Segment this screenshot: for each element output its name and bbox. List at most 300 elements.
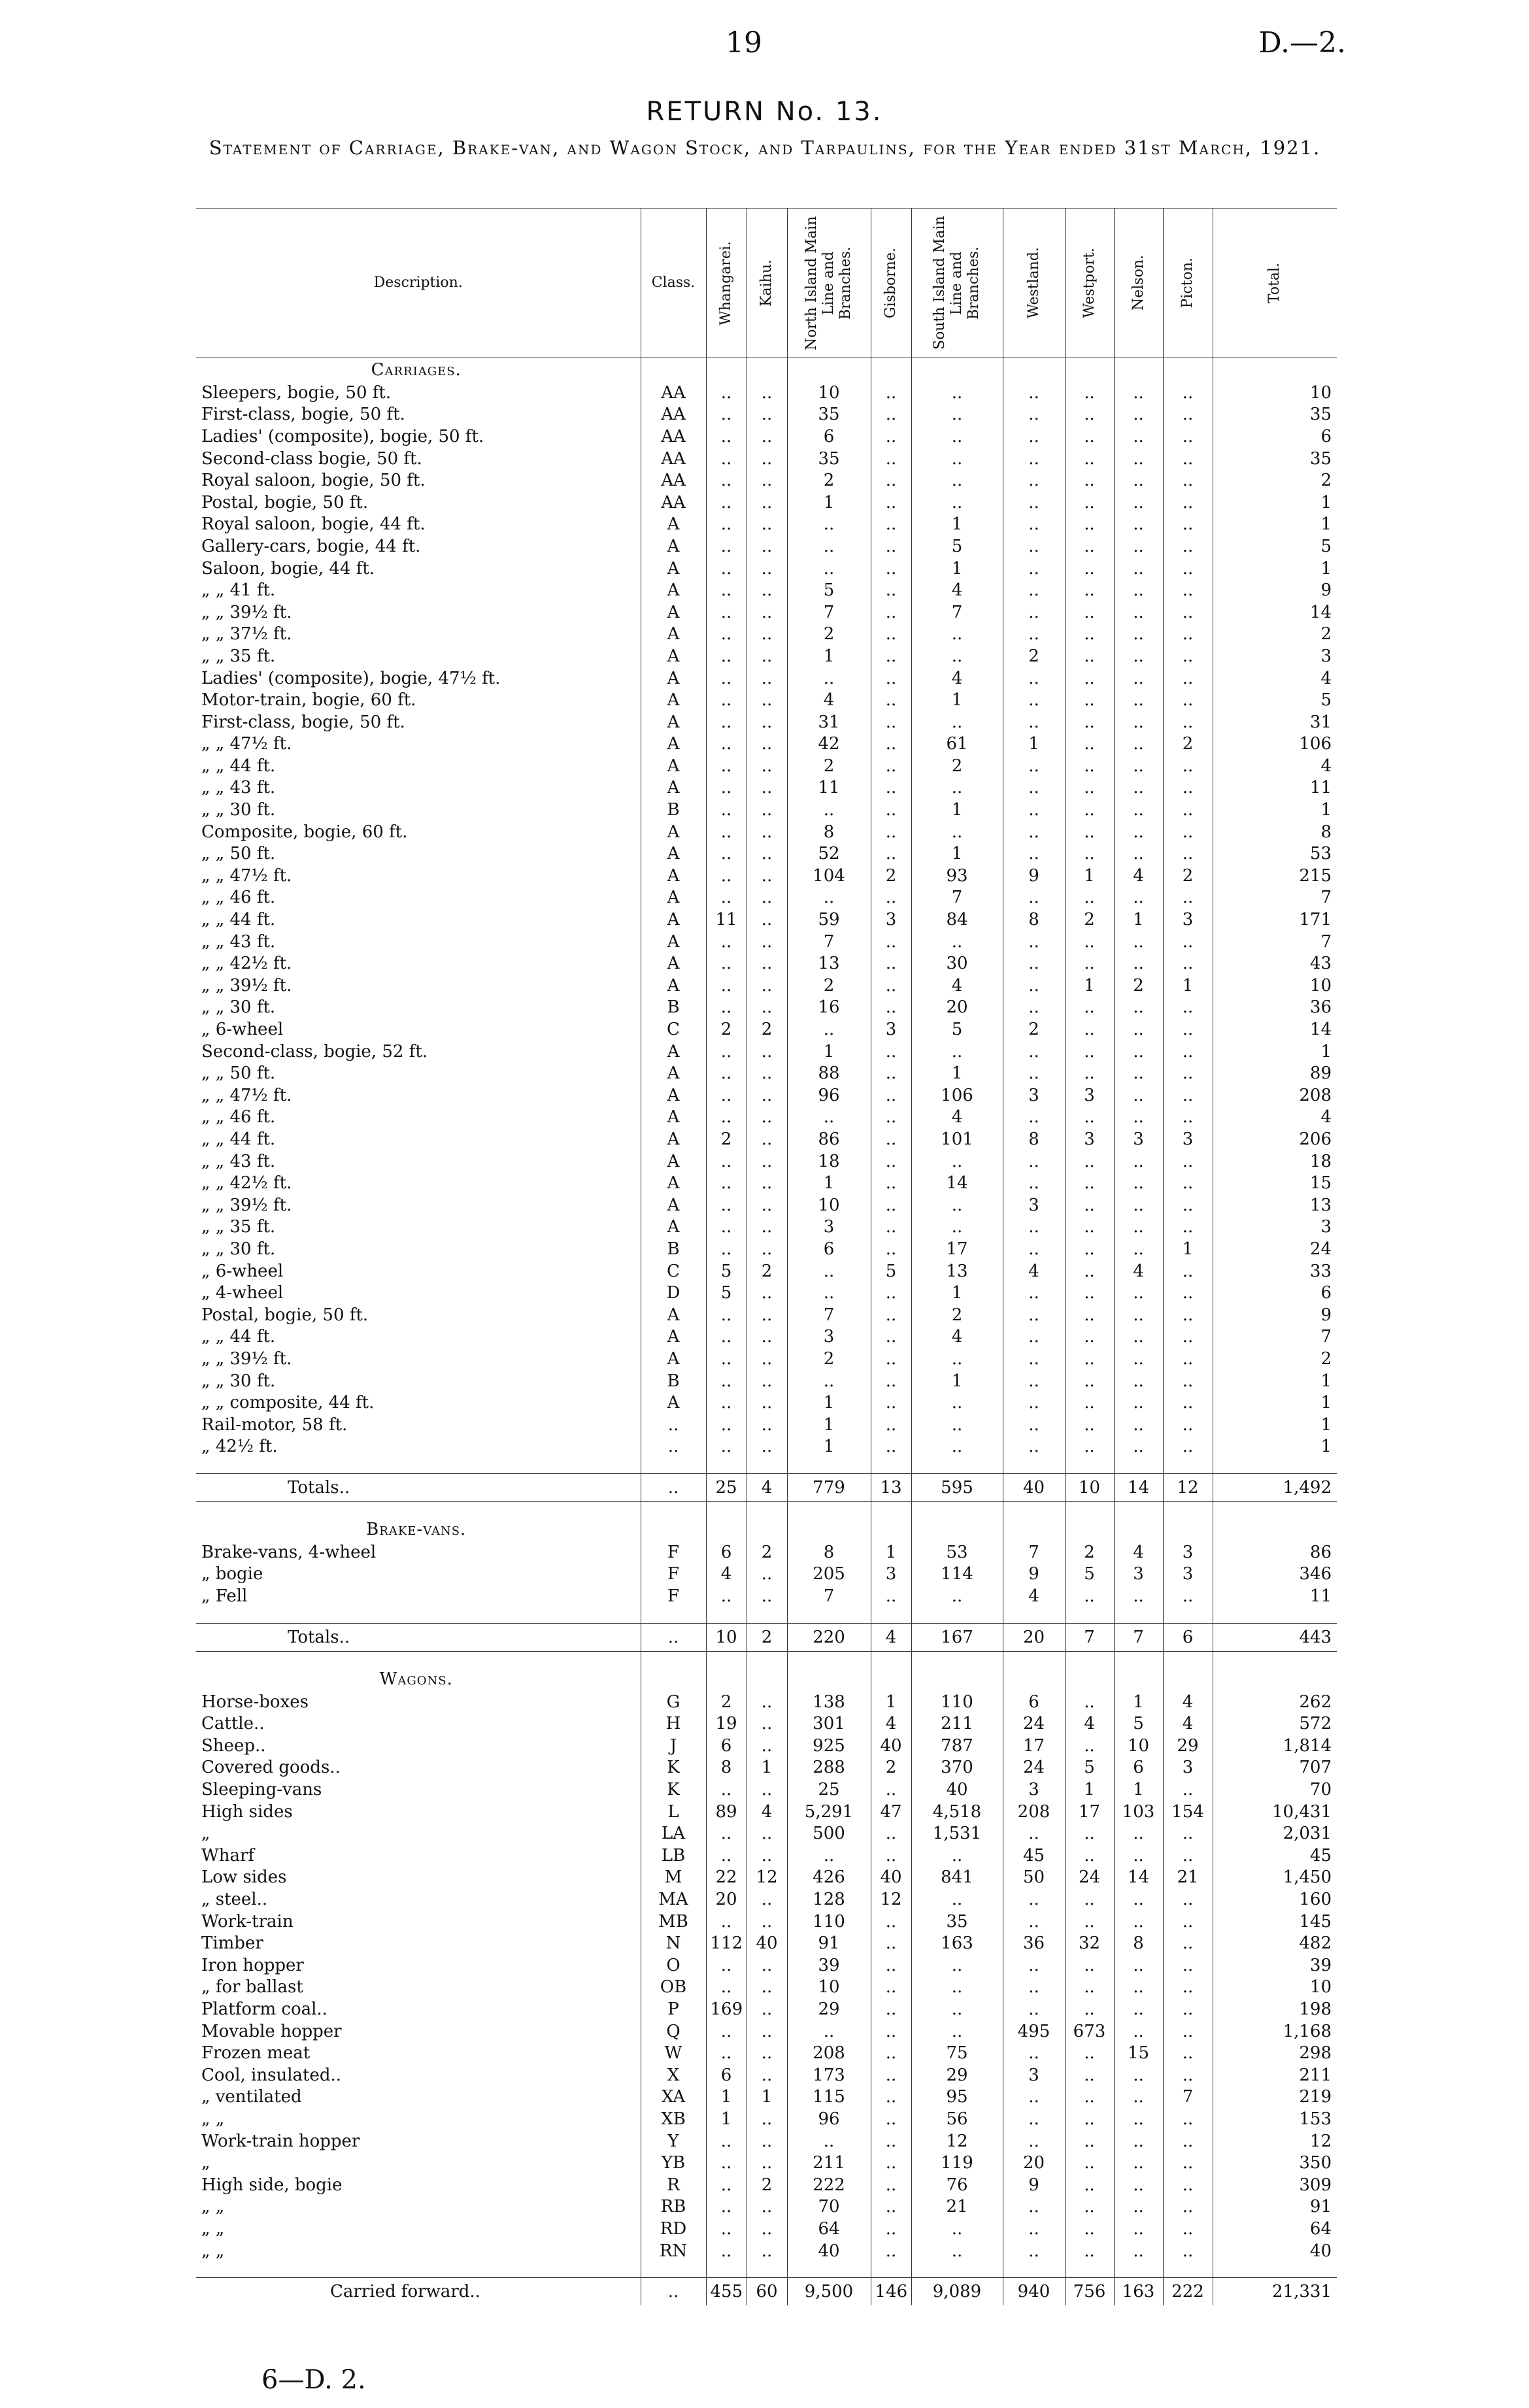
row-value: .. (1065, 1107, 1114, 1129)
row-value: 7 (787, 931, 871, 953)
table-cell (787, 1607, 871, 1624)
column-header-label: Nelson. (1130, 255, 1147, 311)
table-cell (196, 1651, 641, 1667)
table-row (196, 514, 1337, 536)
row-value: .. (1163, 1150, 1213, 1173)
row-description: Composite, bogie, 60 ft. (201, 822, 408, 842)
row-value: .. (1114, 1172, 1163, 1194)
row-value: .. (747, 1238, 787, 1260)
row-value: .. (747, 1691, 787, 1713)
row-value: .. (747, 755, 787, 777)
carried-forward-row (196, 2278, 1337, 2306)
row-value: .. (1065, 558, 1114, 580)
table-cell (871, 2262, 911, 2278)
row-value: 6 (706, 1735, 747, 1757)
row-value: .. (1114, 535, 1163, 558)
row-total: 53 (1213, 843, 1337, 865)
row-value: .. (871, 448, 911, 470)
table-row (196, 1735, 1337, 1757)
row-value: 25 (706, 1474, 747, 1502)
table-row (196, 1150, 1337, 1173)
row-value: .. (706, 733, 747, 756)
row-description: „ (201, 1824, 210, 1844)
row-value: .. (871, 711, 911, 733)
row-description: Postal, bogie, 50 ft. (201, 492, 369, 512)
row-description: Ladies' (composite), bogie, 50 ft. (201, 426, 484, 446)
table-cell (1213, 358, 1337, 382)
row-value: .. (1163, 404, 1213, 426)
row-value: .. (1003, 931, 1065, 953)
row-value: .. (706, 2240, 747, 2262)
row-class: AA (641, 492, 706, 514)
row-description: „ „ composite, 44 ft. (201, 1393, 375, 1413)
column-header-label: Whangarei. (718, 241, 734, 326)
row-value: .. (706, 1779, 747, 1801)
row-value: .. (911, 931, 1003, 953)
row-value: 4,518 (911, 1801, 1003, 1823)
table-cell (1213, 1607, 1337, 1624)
row-value: 2 (706, 1018, 747, 1041)
row-value: .. (1065, 952, 1114, 975)
row-class: AA (641, 382, 706, 404)
table-row (196, 1801, 1337, 1823)
row-description: Totals.. (196, 1623, 641, 1651)
row-value: .. (747, 535, 787, 558)
table-row (196, 975, 1337, 997)
row-value: 2 (787, 755, 871, 777)
row-value: .. (1163, 821, 1213, 843)
row-value: 3 (871, 1564, 911, 1586)
row-value: .. (747, 667, 787, 690)
row-value: 1 (911, 843, 1003, 865)
row-value: .. (1003, 1977, 1065, 1999)
row-value: .. (1114, 1822, 1163, 1845)
row-value: .. (1163, 2218, 1213, 2240)
column-header-label: Description. (373, 275, 463, 291)
row-total: 14 (1213, 601, 1337, 624)
table-row (196, 1062, 1337, 1084)
row-value: .. (911, 1194, 1003, 1216)
table-row (196, 1107, 1337, 1129)
row-value: .. (871, 1172, 911, 1194)
table-cell (706, 1458, 747, 1474)
table-cell (1065, 1458, 1114, 1474)
table-row (196, 404, 1337, 426)
table-row (196, 1585, 1337, 1607)
row-value: 1 (911, 1062, 1003, 1084)
row-value: .. (747, 975, 787, 997)
row-description: „ „ 39½ ft. (201, 1348, 292, 1369)
table-cell (871, 1667, 911, 1691)
row-value: 13 (911, 1260, 1003, 1282)
row-value: .. (871, 1977, 911, 1999)
row-value: .. (706, 821, 747, 843)
row-total: 6 (1213, 426, 1337, 448)
row-value: .. (1065, 2108, 1114, 2130)
row-value: .. (1065, 997, 1114, 1019)
row-value: 5 (1114, 1713, 1163, 1735)
row-description: Royal saloon, bogie, 44 ft. (201, 514, 426, 535)
row-value: .. (1003, 711, 1065, 733)
table-cell (911, 1667, 1003, 1691)
row-value: .. (747, 777, 787, 799)
row-value: 1 (911, 799, 1003, 821)
row-description: „ „ 39½ ft. (201, 1195, 292, 1215)
row-value: 10 (787, 1977, 871, 1999)
row-value: 29 (787, 1998, 871, 2020)
row-value: .. (1114, 624, 1163, 646)
row-value: 595 (911, 1474, 1003, 1502)
row-value: .. (1003, 1348, 1065, 1370)
row-value: 9,500 (787, 2278, 871, 2306)
row-value: .. (1065, 382, 1114, 404)
row-value: 1 (1065, 975, 1114, 997)
row-value: 673 (1065, 2020, 1114, 2043)
row-value: .. (1163, 1062, 1213, 1084)
table-cell (1163, 1667, 1213, 1691)
row-value: .. (1114, 821, 1163, 843)
table-row (196, 1348, 1337, 1370)
table-cell (1213, 1458, 1337, 1474)
row-value: .. (871, 1282, 911, 1304)
row-class: AA (641, 448, 706, 470)
row-value: .. (706, 469, 747, 492)
row-value: 96 (787, 1084, 871, 1107)
row-value: .. (706, 1194, 747, 1216)
row-value: .. (706, 843, 747, 865)
row-value: .. (1163, 492, 1213, 514)
table-row (196, 1304, 1337, 1326)
row-value: .. (1003, 426, 1065, 448)
row-value: 1 (706, 2086, 747, 2109)
row-value: 3 (1065, 1128, 1114, 1150)
row-total: 443 (1213, 1623, 1337, 1651)
row-value: 3 (1163, 909, 1213, 931)
row-value: 7 (787, 1585, 871, 1607)
row-value: .. (706, 755, 747, 777)
row-value: .. (911, 1998, 1003, 2020)
row-value: .. (1065, 1822, 1114, 1845)
row-value: .. (871, 601, 911, 624)
row-description: „ „ 47½ ft. (201, 1085, 292, 1105)
row-value: .. (1163, 1107, 1213, 1129)
row-value: .. (1163, 514, 1213, 536)
row-value: 61 (911, 733, 1003, 756)
table-cell (787, 1651, 871, 1667)
table-cell (1114, 1667, 1163, 1691)
row-value: 4 (747, 1801, 787, 1823)
row-value: 1 (1114, 909, 1163, 931)
row-value: 15 (1114, 2042, 1163, 2064)
row-value: .. (1003, 624, 1065, 646)
table-cell (1213, 2262, 1337, 2278)
row-class: A (641, 821, 706, 843)
row-description: „ 4-wheel (201, 1283, 284, 1303)
row-value: .. (1114, 689, 1163, 711)
row-class: A (641, 1392, 706, 1414)
table-row (196, 1954, 1337, 1977)
row-value: 370 (911, 1757, 1003, 1779)
row-value: 3 (1163, 1564, 1213, 1586)
row-value: 20 (706, 1888, 747, 1911)
row-value: .. (871, 1084, 911, 1107)
row-value: .. (1163, 2108, 1213, 2130)
row-value: .. (706, 1041, 747, 1063)
spacer-row (196, 1607, 1337, 1624)
row-value: 17 (1065, 1801, 1114, 1823)
row-total: 40 (1213, 2240, 1337, 2262)
row-class: A (641, 1326, 706, 1348)
row-value: .. (1163, 1779, 1213, 1801)
row-value: .. (1065, 2174, 1114, 2196)
row-value: .. (1065, 1304, 1114, 1326)
table-row (196, 997, 1337, 1019)
table-cell (747, 1607, 787, 1624)
row-total: 39 (1213, 1954, 1337, 1977)
row-value: .. (1065, 1238, 1114, 1260)
row-value: .. (1065, 1954, 1114, 1977)
row-value: .. (1163, 1845, 1213, 1867)
row-class: XB (641, 2108, 706, 2130)
totals-row (196, 1623, 1337, 1651)
table-row (196, 1757, 1337, 1779)
row-value: 12 (747, 1867, 787, 1889)
row-value: .. (1003, 821, 1065, 843)
table-cell (1114, 358, 1163, 382)
row-value: 1 (1065, 865, 1114, 887)
row-class: W (641, 2042, 706, 2064)
row-value: .. (706, 1845, 747, 1867)
row-value: 22 (706, 1867, 747, 1889)
row-value: .. (747, 448, 787, 470)
row-value: .. (1114, 558, 1163, 580)
row-value: .. (1163, 426, 1213, 448)
column-header-label: South Island Main Line and Branches. (932, 216, 982, 350)
row-value: .. (787, 667, 871, 690)
row-value: .. (1163, 1932, 1213, 1954)
row-value: 1 (787, 492, 871, 514)
row-value: .. (871, 1954, 911, 1977)
row-value: .. (1163, 1084, 1213, 1107)
row-value: 4 (787, 689, 871, 711)
row-value: .. (706, 624, 747, 646)
row-value: .. (871, 997, 911, 1019)
row-class: RB (641, 2196, 706, 2218)
row-value: .. (747, 1735, 787, 1757)
row-total: 4 (1213, 1107, 1337, 1129)
row-description: Cattle.. (201, 1714, 265, 1734)
row-value: 10 (787, 1194, 871, 1216)
row-value: .. (871, 2042, 911, 2064)
row-value: .. (1163, 1260, 1213, 1282)
row-value: .. (1163, 2240, 1213, 2262)
row-value: .. (747, 2152, 787, 2174)
table-cell (1114, 2262, 1163, 2278)
row-value: 6 (1163, 1623, 1213, 1651)
row-class: LA (641, 1822, 706, 1845)
row-value: .. (911, 821, 1003, 843)
row-value: .. (1065, 1216, 1114, 1239)
section-heading-row (196, 1667, 1337, 1691)
table-row (196, 1713, 1337, 1735)
row-value: .. (747, 1216, 787, 1239)
row-value: .. (1003, 975, 1065, 997)
row-value: .. (1163, 1436, 1213, 1458)
row-value: .. (1163, 558, 1213, 580)
table-row (196, 1564, 1337, 1586)
table-cell (1213, 1667, 1337, 1691)
row-value: 40 (787, 2240, 871, 2262)
table-row (196, 2086, 1337, 2109)
row-class: A (641, 865, 706, 887)
row-value: .. (1065, 1888, 1114, 1911)
row-class: .. (641, 1474, 706, 1502)
table-row (196, 1691, 1337, 1713)
row-value: .. (1114, 755, 1163, 777)
row-value: .. (1114, 469, 1163, 492)
row-value: .. (1003, 1172, 1065, 1194)
row-value: 1 (787, 1392, 871, 1414)
row-value: .. (1003, 469, 1065, 492)
row-value: .. (871, 2020, 911, 2043)
row-value: .. (1003, 382, 1065, 404)
table-body (196, 358, 1337, 2306)
row-value: 17 (911, 1238, 1003, 1260)
row-value: 173 (787, 2064, 871, 2086)
row-value: .. (1163, 1172, 1213, 1194)
row-value: .. (1003, 1436, 1065, 1458)
row-value: .. (1065, 1585, 1114, 1607)
row-value: 1 (1114, 1779, 1163, 1801)
row-value: 455 (706, 2278, 747, 2306)
row-value: 4 (747, 1474, 787, 1502)
row-value: 36 (1003, 1932, 1065, 1954)
row-description: „ „ 35 ft. (201, 1217, 276, 1237)
table-header-row (196, 209, 1337, 358)
row-value: 95 (911, 2086, 1003, 2109)
row-value: .. (747, 1107, 787, 1129)
row-value: 70 (787, 2196, 871, 2218)
row-value: .. (911, 382, 1003, 404)
row-total: 2,031 (1213, 1822, 1337, 1845)
table-row (196, 909, 1337, 931)
row-value: 29 (911, 2064, 1003, 2086)
row-value: 3 (1003, 2064, 1065, 2086)
row-total: 18 (1213, 1150, 1337, 1173)
row-value: .. (1003, 799, 1065, 821)
row-total: 10 (1213, 382, 1337, 404)
row-value: 1 (871, 1541, 911, 1564)
row-value: 2 (747, 1260, 787, 1282)
row-value: .. (747, 1194, 787, 1216)
row-value: .. (871, 2174, 911, 2196)
row-value: 31 (787, 711, 871, 733)
table-row (196, 1867, 1337, 1889)
row-value: 500 (787, 1822, 871, 1845)
row-value: .. (706, 975, 747, 997)
row-description: „ „ 30 ft. (201, 1239, 276, 1259)
row-description: Brake-vans, 4-wheel (201, 1542, 377, 1562)
row-value: .. (787, 1107, 871, 1129)
row-value: .. (747, 1370, 787, 1392)
row-value: .. (1163, 1348, 1213, 1370)
row-value: .. (1065, 1845, 1114, 1867)
table-row (196, 645, 1337, 667)
row-value: .. (871, 2130, 911, 2152)
row-class: A (641, 1041, 706, 1063)
row-value: 12 (1163, 1474, 1213, 1502)
table-row (196, 1977, 1337, 1999)
row-value: .. (747, 689, 787, 711)
row-total: 33 (1213, 1260, 1337, 1282)
row-value: .. (1163, 2152, 1213, 2174)
row-value: .. (1065, 2196, 1114, 2218)
table-cell (706, 1651, 747, 1667)
row-value: .. (1003, 2130, 1065, 2152)
table-cell (1213, 1502, 1337, 1518)
row-description: Second-class, bogie, 52 ft. (201, 1041, 428, 1062)
row-value: .. (1114, 997, 1163, 1019)
table-cell (871, 1651, 911, 1667)
row-value: 60 (747, 2278, 787, 2306)
row-value: .. (1003, 997, 1065, 1019)
table-cell (1163, 1458, 1213, 1474)
row-total: 145 (1213, 1911, 1337, 1933)
row-value: .. (747, 1172, 787, 1194)
row-value: .. (747, 579, 787, 601)
column-header (1114, 209, 1163, 358)
row-value: .. (706, 2130, 747, 2152)
row-value: 1 (911, 514, 1003, 536)
row-value: .. (1003, 952, 1065, 975)
row-value: .. (706, 426, 747, 448)
row-value: .. (747, 821, 787, 843)
row-value: .. (706, 1370, 747, 1392)
table-cell (911, 1502, 1003, 1518)
table-cell (1065, 1607, 1114, 1624)
row-value: 11 (787, 777, 871, 799)
row-value: .. (871, 887, 911, 909)
row-class: Y (641, 2130, 706, 2152)
row-value: .. (787, 535, 871, 558)
table-row (196, 2240, 1337, 2262)
row-value: .. (1163, 535, 1213, 558)
row-value: .. (787, 887, 871, 909)
row-value: .. (747, 865, 787, 887)
row-total: 5 (1213, 689, 1337, 711)
row-value: .. (787, 1260, 871, 1282)
row-value: .. (1114, 2174, 1163, 2196)
row-value: 1 (1114, 1691, 1163, 1713)
row-value: .. (1163, 1977, 1213, 1999)
table-cell (1114, 1607, 1163, 1624)
row-value: 1,531 (911, 1822, 1003, 1845)
row-value: .. (871, 931, 911, 953)
row-value: .. (1065, 2240, 1114, 2262)
row-description: „ „ 37½ ft. (201, 624, 292, 644)
row-value: 39 (787, 1954, 871, 1977)
row-value: 76 (911, 2174, 1003, 2196)
row-value: 88 (787, 1062, 871, 1084)
row-description: „ „ 41 ft. (201, 580, 276, 601)
row-value: .. (871, 821, 911, 843)
row-class: A (641, 952, 706, 975)
row-total: 707 (1213, 1757, 1337, 1779)
row-value: .. (871, 1911, 911, 1933)
row-value: .. (1114, 1585, 1163, 1607)
row-class: A (641, 975, 706, 997)
row-value: .. (747, 1845, 787, 1867)
